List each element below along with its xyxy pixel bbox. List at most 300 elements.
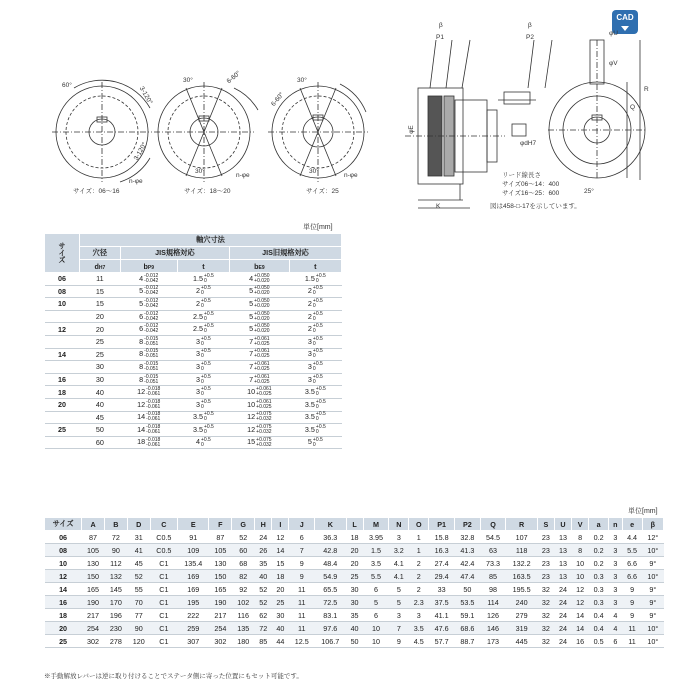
- value-cell: 30: [272, 609, 289, 622]
- value-cell: 217: [209, 609, 232, 622]
- value-cell: 3: [409, 609, 429, 622]
- table-row: [45, 298, 342, 311]
- dim-label: Q: [630, 104, 636, 111]
- value-cell: 8: [572, 544, 589, 557]
- value-cell: 254: [82, 622, 105, 635]
- old-key-width-cell: 4+0.050 +0.020: [230, 273, 290, 286]
- value-cell: 24: [554, 596, 571, 609]
- value-cell: 32: [537, 596, 554, 609]
- col-b2: bE9: [230, 260, 290, 273]
- size-cell: 18: [45, 386, 80, 399]
- value-cell: 169: [178, 583, 209, 596]
- value-cell: 18: [346, 531, 363, 544]
- value-cell: 97.6: [315, 622, 346, 635]
- value-cell: 42.8: [315, 544, 346, 557]
- table-row: [45, 411, 342, 424]
- hole-label: n-φe: [236, 172, 250, 179]
- bore-dia-cell: 30: [80, 373, 121, 386]
- value-cell: 180: [232, 635, 255, 648]
- bore-dimension-table: [44, 233, 342, 449]
- value-cell: 278: [104, 635, 127, 648]
- lead-note: サイズ06～14：400: [502, 181, 560, 188]
- value-cell: 23: [537, 544, 554, 557]
- value-cell: 32.8: [455, 531, 481, 544]
- value-cell: 6: [363, 609, 389, 622]
- key-width-cell: 4-0.012 -0.042: [120, 273, 177, 286]
- value-cell: 32: [537, 583, 554, 596]
- value-cell: 3: [609, 531, 622, 544]
- dimension-table-body: [45, 531, 664, 648]
- value-cell: 5: [389, 583, 409, 596]
- value-cell: 4: [609, 609, 622, 622]
- key-depth-cell: 4+0.5 0: [177, 436, 229, 449]
- value-cell: 102: [232, 596, 255, 609]
- value-cell: 150: [82, 570, 105, 583]
- value-cell: 3: [609, 544, 622, 557]
- value-cell: 7: [389, 622, 409, 635]
- value-cell: C0.5: [150, 544, 177, 557]
- bore-dia-cell: 15: [80, 298, 121, 311]
- hole-label: n-φe: [344, 172, 358, 179]
- col-size: サイズ: [45, 234, 80, 273]
- value-cell: 230: [104, 622, 127, 635]
- value-cell: 37.5: [429, 596, 455, 609]
- bore-dia-cell: 20: [80, 310, 121, 323]
- value-cell: 52: [232, 531, 255, 544]
- key-depth-cell: 3.5+0.5 0: [177, 424, 229, 437]
- old-key-depth-cell: 3.5+0.5 0: [289, 386, 341, 399]
- dim-label: R: [644, 86, 649, 93]
- hole-label: n-φe: [129, 178, 143, 185]
- value-cell: 54.9: [315, 570, 346, 583]
- key-depth-cell: 2+0.5 0: [177, 285, 229, 298]
- value-cell: 83.1: [315, 609, 346, 622]
- value-cell: 52: [127, 570, 150, 583]
- value-cell: 4.1: [389, 570, 409, 583]
- old-key-width-cell: 5+0.050 +0.020: [230, 323, 290, 336]
- value-cell: 126: [480, 609, 506, 622]
- value-cell: 135.4: [178, 557, 209, 570]
- value-cell: 9: [622, 609, 642, 622]
- size-cell: 12: [45, 323, 80, 336]
- table-row: [45, 424, 342, 437]
- key-width-cell: 8-0.015 -0.051: [120, 373, 177, 386]
- key-width-cell: 6-0.012 -0.042: [120, 323, 177, 336]
- value-cell: 6: [363, 583, 389, 596]
- value-cell: 2: [409, 570, 429, 583]
- value-cell: 10°: [642, 570, 663, 583]
- value-cell: 0.5: [589, 635, 609, 648]
- unit-label: 単位[mm]: [628, 508, 658, 515]
- value-cell: 12: [572, 583, 589, 596]
- old-key-depth-cell: 2+0.5 0: [289, 323, 341, 336]
- value-cell: 32: [537, 622, 554, 635]
- dim-label: β: [439, 22, 443, 29]
- value-cell: 132.2: [506, 557, 537, 570]
- size-cell: 25: [45, 424, 80, 437]
- value-cell: 0.2: [589, 557, 609, 570]
- value-cell: 10: [572, 557, 589, 570]
- table-row: [45, 285, 342, 298]
- value-cell: 1.5: [363, 544, 389, 557]
- value-cell: 116: [232, 609, 255, 622]
- value-cell: 2: [409, 557, 429, 570]
- value-cell: 105: [82, 544, 105, 557]
- angle-label: 30°: [195, 168, 205, 175]
- old-key-depth-cell: 5+0.5 0: [289, 436, 341, 449]
- value-cell: 29.4: [429, 570, 455, 583]
- value-cell: 13: [554, 531, 571, 544]
- value-cell: C1: [150, 622, 177, 635]
- value-cell: 259: [178, 622, 209, 635]
- column-header: M: [363, 518, 389, 531]
- value-cell: 195: [178, 596, 209, 609]
- value-cell: 40: [346, 622, 363, 635]
- angle-label: 6-60°: [225, 69, 243, 86]
- value-cell: 55: [127, 583, 150, 596]
- column-header: e: [622, 518, 642, 531]
- value-cell: 25: [272, 596, 289, 609]
- col-jis: JIS規格対応: [120, 247, 229, 260]
- column-header: E: [178, 518, 209, 531]
- value-cell: 77: [127, 609, 150, 622]
- dim-label: 25°: [584, 188, 594, 195]
- value-cell: 25: [346, 570, 363, 583]
- value-cell: 9: [289, 557, 315, 570]
- value-cell: 9: [289, 570, 315, 583]
- value-cell: 0.2: [589, 544, 609, 557]
- value-cell: 30: [346, 596, 363, 609]
- dim-label: β: [528, 22, 532, 29]
- value-cell: C1: [150, 635, 177, 648]
- size-cell: 25: [45, 635, 82, 648]
- old-key-width-cell: 7+0.061 +0.025: [230, 361, 290, 374]
- key-depth-cell: 3+0.5 0: [177, 373, 229, 386]
- value-cell: 50: [346, 635, 363, 648]
- size-cell: [45, 411, 80, 424]
- col-t2: t: [289, 260, 341, 273]
- column-header: N: [389, 518, 409, 531]
- value-cell: 135: [232, 622, 255, 635]
- value-cell: 20: [346, 544, 363, 557]
- value-cell: C1: [150, 583, 177, 596]
- value-cell: 24: [255, 531, 272, 544]
- old-key-width-cell: 7+0.061 +0.025: [230, 373, 290, 386]
- key-depth-cell: 3+0.5 0: [177, 361, 229, 374]
- value-cell: 0.2: [589, 531, 609, 544]
- bore-table-body: [45, 273, 342, 449]
- table-row: [45, 335, 342, 348]
- value-cell: 24: [554, 635, 571, 648]
- value-cell: 190: [82, 596, 105, 609]
- unit-label: 単位[mm]: [303, 224, 333, 231]
- dim-label: K: [436, 203, 441, 210]
- col-t: t: [177, 260, 229, 273]
- old-key-depth-cell: 3.5+0.5 0: [289, 411, 341, 424]
- size-cell: 10: [45, 298, 80, 311]
- column-header: R: [506, 518, 537, 531]
- dim-label: P1: [436, 34, 444, 41]
- table-row: [45, 373, 342, 386]
- value-cell: 40: [272, 622, 289, 635]
- column-header: S: [537, 518, 554, 531]
- value-cell: 6: [289, 531, 315, 544]
- value-cell: 3: [389, 531, 409, 544]
- value-cell: 52: [255, 596, 272, 609]
- value-cell: 52: [255, 583, 272, 596]
- table-row: [45, 635, 664, 648]
- bore-dia-cell: 60: [80, 436, 121, 449]
- column-header: V: [572, 518, 589, 531]
- value-cell: 302: [209, 635, 232, 648]
- lead-note: 図は458-□-17を示しています。: [490, 203, 581, 210]
- col-jis-old: JIS旧規格対応: [230, 247, 342, 260]
- value-cell: 8: [572, 531, 589, 544]
- value-cell: 190: [209, 596, 232, 609]
- value-cell: 0.4: [589, 622, 609, 635]
- value-cell: C0.5: [150, 531, 177, 544]
- view3-caption: サイズ：25: [306, 188, 339, 195]
- value-cell: C1: [150, 596, 177, 609]
- value-cell: 41.1: [429, 609, 455, 622]
- old-key-depth-cell: 2+0.5 0: [289, 310, 341, 323]
- value-cell: 5: [363, 596, 389, 609]
- value-cell: 23: [537, 531, 554, 544]
- table-row: [45, 386, 342, 399]
- value-cell: 62: [255, 609, 272, 622]
- value-cell: 217: [82, 609, 105, 622]
- old-key-width-cell: 7+0.061 +0.025: [230, 335, 290, 348]
- value-cell: 1: [409, 531, 429, 544]
- value-cell: 57.7: [429, 635, 455, 648]
- value-cell: 33: [429, 583, 455, 596]
- value-cell: 40: [255, 570, 272, 583]
- key-width-cell: 6-0.012 -0.042: [120, 310, 177, 323]
- value-cell: 145: [104, 583, 127, 596]
- column-header: β: [642, 518, 663, 531]
- old-key-width-cell: 7+0.061 +0.025: [230, 348, 290, 361]
- old-key-width-cell: 10+0.061 +0.025: [230, 398, 290, 411]
- value-cell: 10: [363, 635, 389, 648]
- size-cell: 08: [45, 544, 82, 557]
- column-header: P1: [429, 518, 455, 531]
- column-header: D: [127, 518, 150, 531]
- value-cell: 63: [480, 544, 506, 557]
- size-cell: 14: [45, 348, 80, 361]
- angle-label: 60°: [62, 82, 72, 89]
- value-cell: 44: [272, 635, 289, 648]
- value-cell: 91: [178, 531, 209, 544]
- size-cell: 14: [45, 583, 82, 596]
- bore-dia-cell: 45: [80, 411, 121, 424]
- value-cell: 3: [609, 570, 622, 583]
- old-key-depth-cell: 3+0.5 0: [289, 373, 341, 386]
- table-row: [45, 323, 342, 336]
- column-header: n: [609, 518, 622, 531]
- table-row: [45, 583, 664, 596]
- key-depth-cell: 2.5+0.5 0: [177, 310, 229, 323]
- view2-caption: サイズ：18～20: [184, 188, 231, 195]
- column-header: サイズ: [45, 518, 82, 531]
- value-cell: 3.95: [363, 531, 389, 544]
- size-cell: [45, 361, 80, 374]
- bore-dia-cell: 30: [80, 361, 121, 374]
- value-cell: 16.3: [429, 544, 455, 557]
- old-key-width-cell: 5+0.050 +0.020: [230, 298, 290, 311]
- value-cell: C1: [150, 557, 177, 570]
- value-cell: 27.4: [429, 557, 455, 570]
- value-cell: 196: [104, 609, 127, 622]
- value-cell: 50: [455, 583, 481, 596]
- value-cell: 14: [572, 609, 589, 622]
- value-cell: 10: [572, 570, 589, 583]
- view1-caption: サイズ：06～16: [73, 188, 120, 195]
- value-cell: 112: [104, 557, 127, 570]
- old-key-width-cell: 5+0.050 +0.020: [230, 310, 290, 323]
- old-key-width-cell: 15+0.075 +0.032: [230, 436, 290, 449]
- column-header: O: [409, 518, 429, 531]
- value-cell: 72: [255, 622, 272, 635]
- value-cell: 12.5: [289, 635, 315, 648]
- value-cell: 9: [622, 583, 642, 596]
- size-cell: 10: [45, 557, 82, 570]
- key-width-cell: 8-0.015 -0.051: [120, 348, 177, 361]
- lead-note: リード線長さ: [502, 172, 541, 179]
- value-cell: 146: [480, 622, 506, 635]
- value-cell: 195.5: [506, 583, 537, 596]
- value-cell: 3: [609, 583, 622, 596]
- bore-dia-cell: 25: [80, 335, 121, 348]
- key-width-cell: 12-0.018 -0.061: [120, 398, 177, 411]
- value-cell: C1: [150, 570, 177, 583]
- lead-note: サイズ16～25：600: [502, 190, 560, 197]
- value-cell: 15: [272, 557, 289, 570]
- value-cell: 45: [127, 557, 150, 570]
- key-depth-cell: 3+0.5 0: [177, 386, 229, 399]
- angle-label: 30°: [183, 77, 193, 84]
- value-cell: 24: [554, 622, 571, 635]
- dim-label: φV: [609, 60, 618, 67]
- old-key-width-cell: 10+0.061 +0.025: [230, 386, 290, 399]
- value-cell: 87: [82, 531, 105, 544]
- value-cell: 254: [209, 622, 232, 635]
- column-header: a: [589, 518, 609, 531]
- value-cell: 14: [272, 544, 289, 557]
- value-cell: 11: [289, 596, 315, 609]
- table-row: [45, 348, 342, 361]
- value-cell: 1: [409, 544, 429, 557]
- angle-label: 30°: [297, 77, 307, 84]
- size-cell: 12: [45, 570, 82, 583]
- value-cell: 82: [232, 570, 255, 583]
- value-cell: 47.4: [455, 570, 481, 583]
- key-depth-cell: 2.5+0.5 0: [177, 323, 229, 336]
- column-header: L: [346, 518, 363, 531]
- angle-label: 6-60°: [270, 91, 286, 108]
- value-cell: 302: [82, 635, 105, 648]
- old-key-depth-cell: 2+0.5 0: [289, 285, 341, 298]
- size-cell: [45, 310, 80, 323]
- bore-dia-cell: 40: [80, 398, 121, 411]
- value-cell: 90: [104, 544, 127, 557]
- key-width-cell: 8-0.015 -0.051: [120, 335, 177, 348]
- value-cell: 92: [232, 583, 255, 596]
- value-cell: 279: [506, 609, 537, 622]
- dim-label: φE: [407, 125, 415, 134]
- value-cell: 5.5: [622, 544, 642, 557]
- value-cell: 3.2: [389, 544, 409, 557]
- value-cell: 0.4: [589, 609, 609, 622]
- value-cell: 70: [127, 596, 150, 609]
- column-header: C: [150, 518, 177, 531]
- value-cell: 68: [232, 557, 255, 570]
- key-depth-cell: 1.5+0.5 0: [177, 273, 229, 286]
- value-cell: 32: [537, 609, 554, 622]
- value-cell: 54.5: [480, 531, 506, 544]
- cad-download-button[interactable]: CAD: [612, 10, 638, 34]
- value-cell: 26: [255, 544, 272, 557]
- value-cell: 30: [346, 583, 363, 596]
- key-depth-cell: 3.5+0.5 0: [177, 411, 229, 424]
- key-depth-cell: 3+0.5 0: [177, 398, 229, 411]
- key-width-cell: 8-0.015 -0.051: [120, 361, 177, 374]
- value-cell: 6.6: [622, 570, 642, 583]
- value-cell: 4.1: [389, 557, 409, 570]
- value-cell: 4.4: [622, 531, 642, 544]
- value-cell: 118: [506, 544, 537, 557]
- value-cell: 15.8: [429, 531, 455, 544]
- value-cell: 307: [178, 635, 209, 648]
- bore-dia-cell: 50: [80, 424, 121, 437]
- old-key-depth-cell: 2+0.5 0: [289, 298, 341, 311]
- value-cell: 2.3: [409, 596, 429, 609]
- technical-drawings: [0, 0, 677, 230]
- value-cell: 4: [609, 622, 622, 635]
- value-cell: 41: [127, 544, 150, 557]
- dimension-table: [44, 517, 664, 648]
- bore-dia-cell: 15: [80, 285, 121, 298]
- old-key-width-cell: 12+0.075 +0.032: [230, 411, 290, 424]
- value-cell: 445: [506, 635, 537, 648]
- front-view-right: [512, 40, 645, 180]
- value-cell: 222: [178, 609, 209, 622]
- value-cell: 42.4: [455, 557, 481, 570]
- key-width-cell: 14-0.018 -0.061: [120, 424, 177, 437]
- bore-dia-cell: 11: [80, 273, 121, 286]
- column-header: J: [289, 518, 315, 531]
- column-header: A: [82, 518, 105, 531]
- value-cell: 3: [389, 609, 409, 622]
- angle-label: 3-120°: [137, 85, 154, 106]
- value-cell: 10°: [642, 635, 663, 648]
- value-cell: 35: [255, 557, 272, 570]
- value-cell: 20: [272, 583, 289, 596]
- key-width-cell: 5-0.012 -0.042: [120, 298, 177, 311]
- value-cell: 3.5: [363, 557, 389, 570]
- table-row: [45, 436, 342, 449]
- value-cell: 11: [622, 635, 642, 648]
- value-cell: 24: [554, 609, 571, 622]
- value-cell: 90: [127, 622, 150, 635]
- value-cell: 73.3: [480, 557, 506, 570]
- value-cell: 53.5: [455, 596, 481, 609]
- value-cell: C1: [150, 609, 177, 622]
- old-key-depth-cell: 3.5+0.5 0: [289, 424, 341, 437]
- value-cell: 16: [572, 635, 589, 648]
- value-cell: 72.5: [315, 596, 346, 609]
- value-cell: 24: [554, 583, 571, 596]
- value-cell: 12°: [642, 531, 663, 544]
